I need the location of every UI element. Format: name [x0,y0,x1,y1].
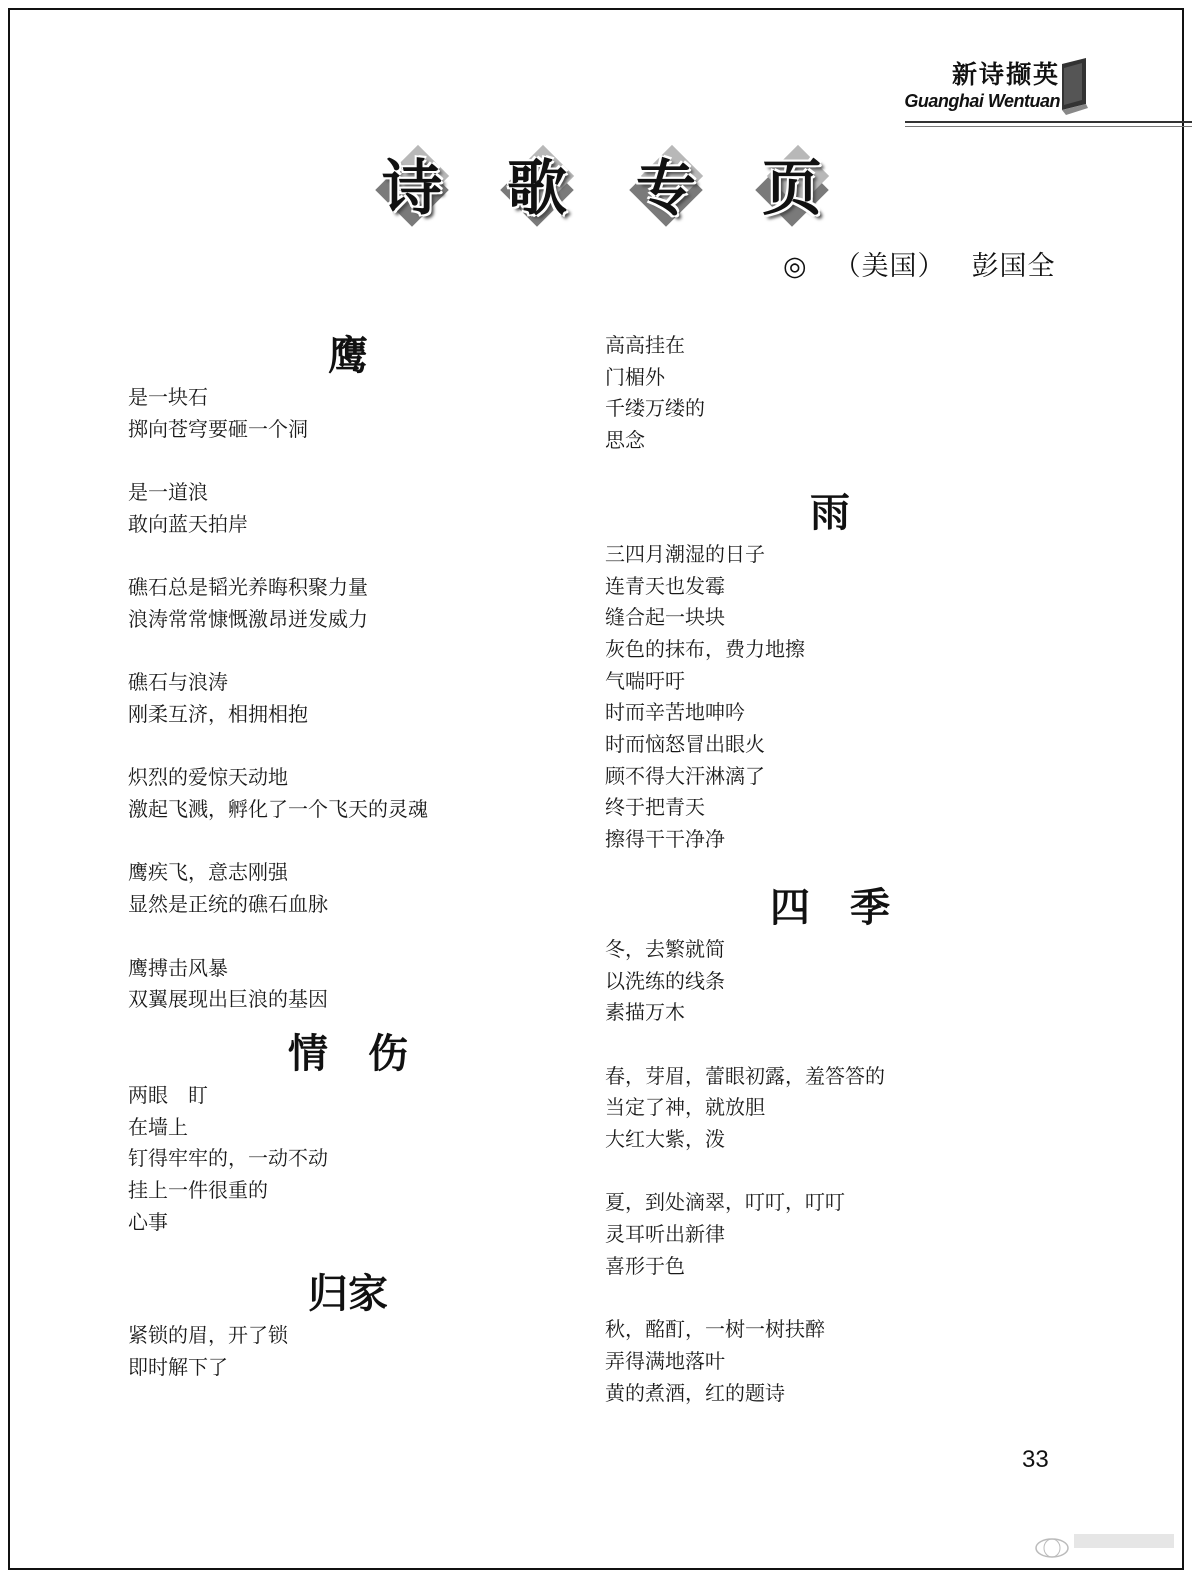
poem-line: 三四月潮湿的日子 [605,541,765,566]
poem-line: 礁石与浪涛 [128,670,228,695]
poem-line: 连青天也发霉 [605,573,725,598]
header-rule-thin [905,126,1192,127]
stanza-gap [128,636,578,668]
stanza-gap [128,921,578,953]
poem-body-siji [605,934,1055,1410]
poem-line: 激起飞溅，孵化了一个飞天的灵魂 [128,797,428,822]
watermark-logo [1030,1524,1180,1560]
right-column [605,330,1055,1409]
poem-line: 以洗练的线条 [605,968,725,993]
poem-line: 是一道浪 [128,480,208,505]
title-char: 专 [626,150,706,230]
stanza-gap [128,826,578,858]
poem-body-guijia-continued [605,330,1055,457]
poem-line: 刚柔互济，相拥相抱 [128,701,308,726]
poem-line: 大红大紫，泼 [605,1127,725,1152]
poem-line: 弄得满地落叶 [605,1348,725,1373]
poem-line: 即时解下了 [128,1355,228,1380]
section-title-cn: 新诗撷英 [951,60,1060,89]
title-char: 诗 [372,150,452,230]
poem-line: 夏，到处滴翠，叮叮，叮叮 [605,1190,845,1215]
poem-title-siji: 四 季 [770,884,890,931]
page-number: 33 [1022,1446,1049,1473]
poem-line: 春，芽眉，蕾眼初露，羞答答的 [605,1063,885,1088]
poem-line: 灰色的抹布，费力地擦 [605,636,805,661]
poem-line: 心事 [128,1209,168,1234]
byline [783,244,1056,283]
stanza-gap [128,541,578,573]
poem-line: 灵耳听出新律 [605,1222,725,1247]
book-icon [1060,58,1090,116]
poem-line: 显然是正统的礁石血脉 [128,892,328,917]
poem-line: 门楣外 [605,364,665,389]
poem-line: 钉得牢牢的，一动不动 [128,1146,328,1171]
poem-line: 顾不得大汗淋漓了 [605,763,765,788]
poem-line: 敢向蓝天拍岸 [128,511,248,536]
poem-line: 秋，酩酊，一树一树扶醉 [605,1317,825,1342]
poem-line: 终于把青天 [605,795,705,820]
section-badge [904,60,1060,112]
poem-line: 挂上一件很重的 [128,1178,268,1203]
poem-line: 浪涛常常慷慨激昂迸发威力 [128,606,368,631]
left-column [128,330,578,1384]
byline-country: （美国） [833,251,946,282]
poem-body-qingshang [128,1080,578,1239]
stanza-gap [128,731,578,763]
poem-line: 千缕万缕的 [605,396,705,421]
poem-line: 双翼展现出巨浪的基因 [128,987,328,1012]
stanza-gap [605,1156,1055,1188]
poem-line: 思念 [605,428,645,453]
poem-line: 鹰搏击风暴 [128,955,228,980]
poem-line: 在墙上 [128,1114,188,1139]
poem-line: 掷向苍穹要砸一个洞 [128,416,308,441]
section-title-en: Guanghai Wentuan [904,91,1060,111]
poem-line: 喜形于色 [605,1253,685,1278]
poem-line: 鹰疾飞，意志刚强 [128,860,288,885]
stanza-gap [128,445,578,477]
poem-body-guijia [128,1320,578,1383]
poem-title-yu: 雨 [810,489,850,536]
poem-line: 时而辛苦地呻吟 [605,700,745,725]
poem-body-yu [605,539,1055,856]
poem-line: 黄的煮酒，红的题诗 [605,1380,785,1405]
poem-line: 素描万木 [605,1000,685,1025]
poem-line: 冬，去繁就简 [605,936,725,961]
title-char: 歌 [497,150,577,230]
title-char: 页 [752,150,832,230]
poem-line: 两眼 盯 [128,1082,208,1107]
poem-title-ying: 鹰 [328,333,368,379]
byline-mark: ◎ [783,251,808,282]
poem-line: 擦得干干净净 [605,827,725,852]
poem-line: 紧锁的眉，开了锁 [128,1323,288,1348]
poem-line: 气喘吁吁 [605,668,685,693]
poem-line: 时而恼怒冒出眼火 [605,732,765,757]
stanza-gap [605,1283,1055,1315]
header-rule [905,121,1192,123]
poem-line: 当定了神，就放胆 [605,1095,765,1120]
main-title [372,150,842,230]
poem-line: 缝合起一块块 [605,605,725,630]
poem-title-guijia: 归家 [308,1271,388,1318]
poem-line: 礁石总是韬光养晦积聚力量 [128,575,368,600]
poem-line: 高高挂在 [605,333,685,357]
poem-body-ying [128,382,578,1016]
poem-line: 炽烈的爱惊天动地 [128,765,288,790]
byline-author: 彭国全 [971,251,1056,282]
stanza-gap [605,1029,1055,1061]
poem-title-qingshang: 情 伤 [288,1030,408,1077]
poem-line: 是一块石 [128,385,208,409]
